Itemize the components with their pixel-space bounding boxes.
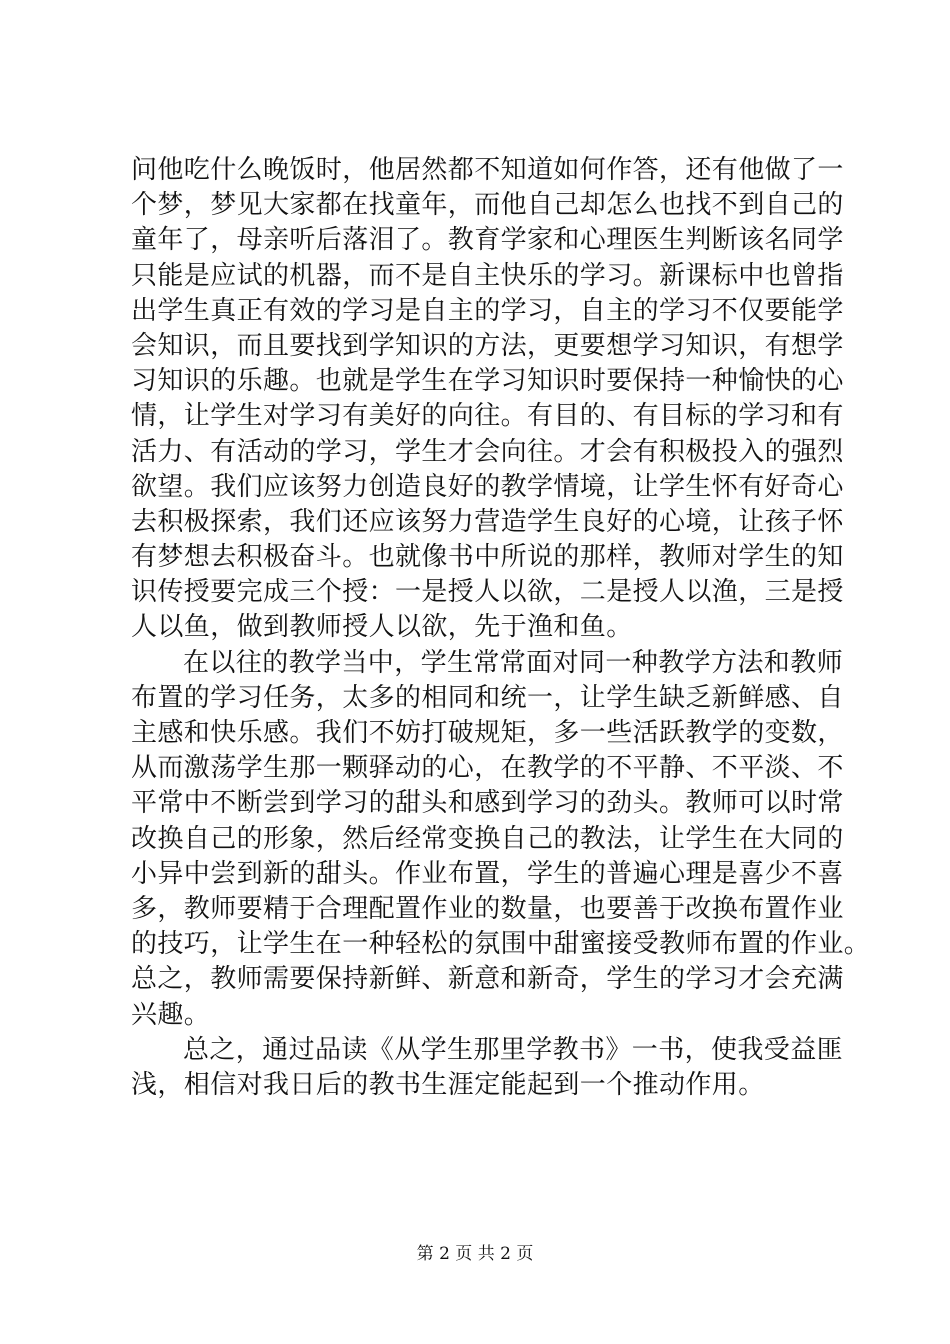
- text-line: 改换自己的形象，然后经常变换自己的教法，让学生在大同的: [131, 823, 844, 854]
- paragraph-1: [131, 153, 844, 646]
- text-line: 习知识的乐趣。也就是学生在学习知识时要保持一种愉快的心: [131, 366, 844, 397]
- text-line: 有梦想去积极奋斗。也就像书中所说的那样，教师对学生的知: [131, 542, 844, 573]
- text-line: 多，教师要精于合理配置作业的数量，也要善于改换布置作业: [131, 893, 844, 924]
- text-line: 个梦，梦见大家都在找童年，而他自己却怎么也找不到自己的: [131, 190, 844, 221]
- text-line: 去积极探索，我们还应该努力营造学生良好的心境，让孩子怀: [131, 506, 844, 537]
- body-text: [131, 153, 871, 1103]
- paragraph-2: [131, 646, 871, 1033]
- text-line: 在以往的教学当中，学生常常面对同一种教学方法和教师: [183, 647, 844, 678]
- text-line: 情，让学生对学习有美好的向往。有目的、有目标的学习和有: [131, 401, 844, 432]
- page-footer: [0, 1244, 950, 1264]
- text-line: 兴趣。: [131, 999, 211, 1030]
- text-line: 识传授要完成三个授：一是授人以欲，二是授人以渔，三是授: [131, 577, 844, 608]
- text-line: 出学生真正有效的学习是自主的学习，自主的学习不仅要能学: [131, 295, 844, 326]
- text-line: 主感和快乐感。我们不妨打破规矩，多一些活跃教学的变数，: [131, 718, 844, 748]
- paragraph-3: [131, 1033, 844, 1103]
- text-line: 人以鱼，做到教师授人以欲，先于渔和鱼。: [131, 612, 633, 643]
- text-line: 活力、有活动的学习，学生才会向往。才会有积极投入的强烈: [131, 436, 844, 467]
- text-line: 只能是应试的机器，而不是自主快乐的学习。新课标中也曾指: [131, 260, 844, 291]
- text-line: 问他吃什么晚饭时，他居然都不知道如何作答，还有他做了一: [131, 155, 844, 185]
- text-line: 的技巧，让学生在一种轻松的氛围中甜蜜接受教师布置的作业。: [131, 929, 871, 960]
- page-number: 第 2 页 共 2 页: [416, 1244, 534, 1264]
- text-line: 平常中不断尝到学习的甜头和感到学习的劲头。教师可以时常: [131, 788, 844, 819]
- text-line: 从而激荡学生那一颗驿动的心，在教学的不平静、不平淡、不: [131, 753, 844, 784]
- text-line: 总之，通过品读《从学生那里学教书》一书，使我受益匪: [183, 1034, 844, 1065]
- text-line: 布置的学习任务，太多的相同和统一，让学生缺乏新鲜感、自: [131, 682, 844, 713]
- text-line: 浅，相信对我日后的教书生涯定能起到一个推动作用。: [131, 1069, 765, 1100]
- text-line: 童年了，母亲听后落泪了。教育学家和心理医生判断该名同学: [131, 225, 844, 256]
- text-line: 会知识，而且要找到学知识的方法，更要想学习知识，有想学: [131, 330, 844, 361]
- text-line: 总之，教师需要保持新鲜、新意和新奇，学生的学习才会充满: [131, 964, 844, 995]
- text-line: 小异中尝到新的甜头。作业布置，学生的普遍心理是喜少不喜: [131, 858, 844, 889]
- text-line: 欲望。我们应该努力创造良好的教学情境，让学生怀有好奇心: [131, 471, 844, 502]
